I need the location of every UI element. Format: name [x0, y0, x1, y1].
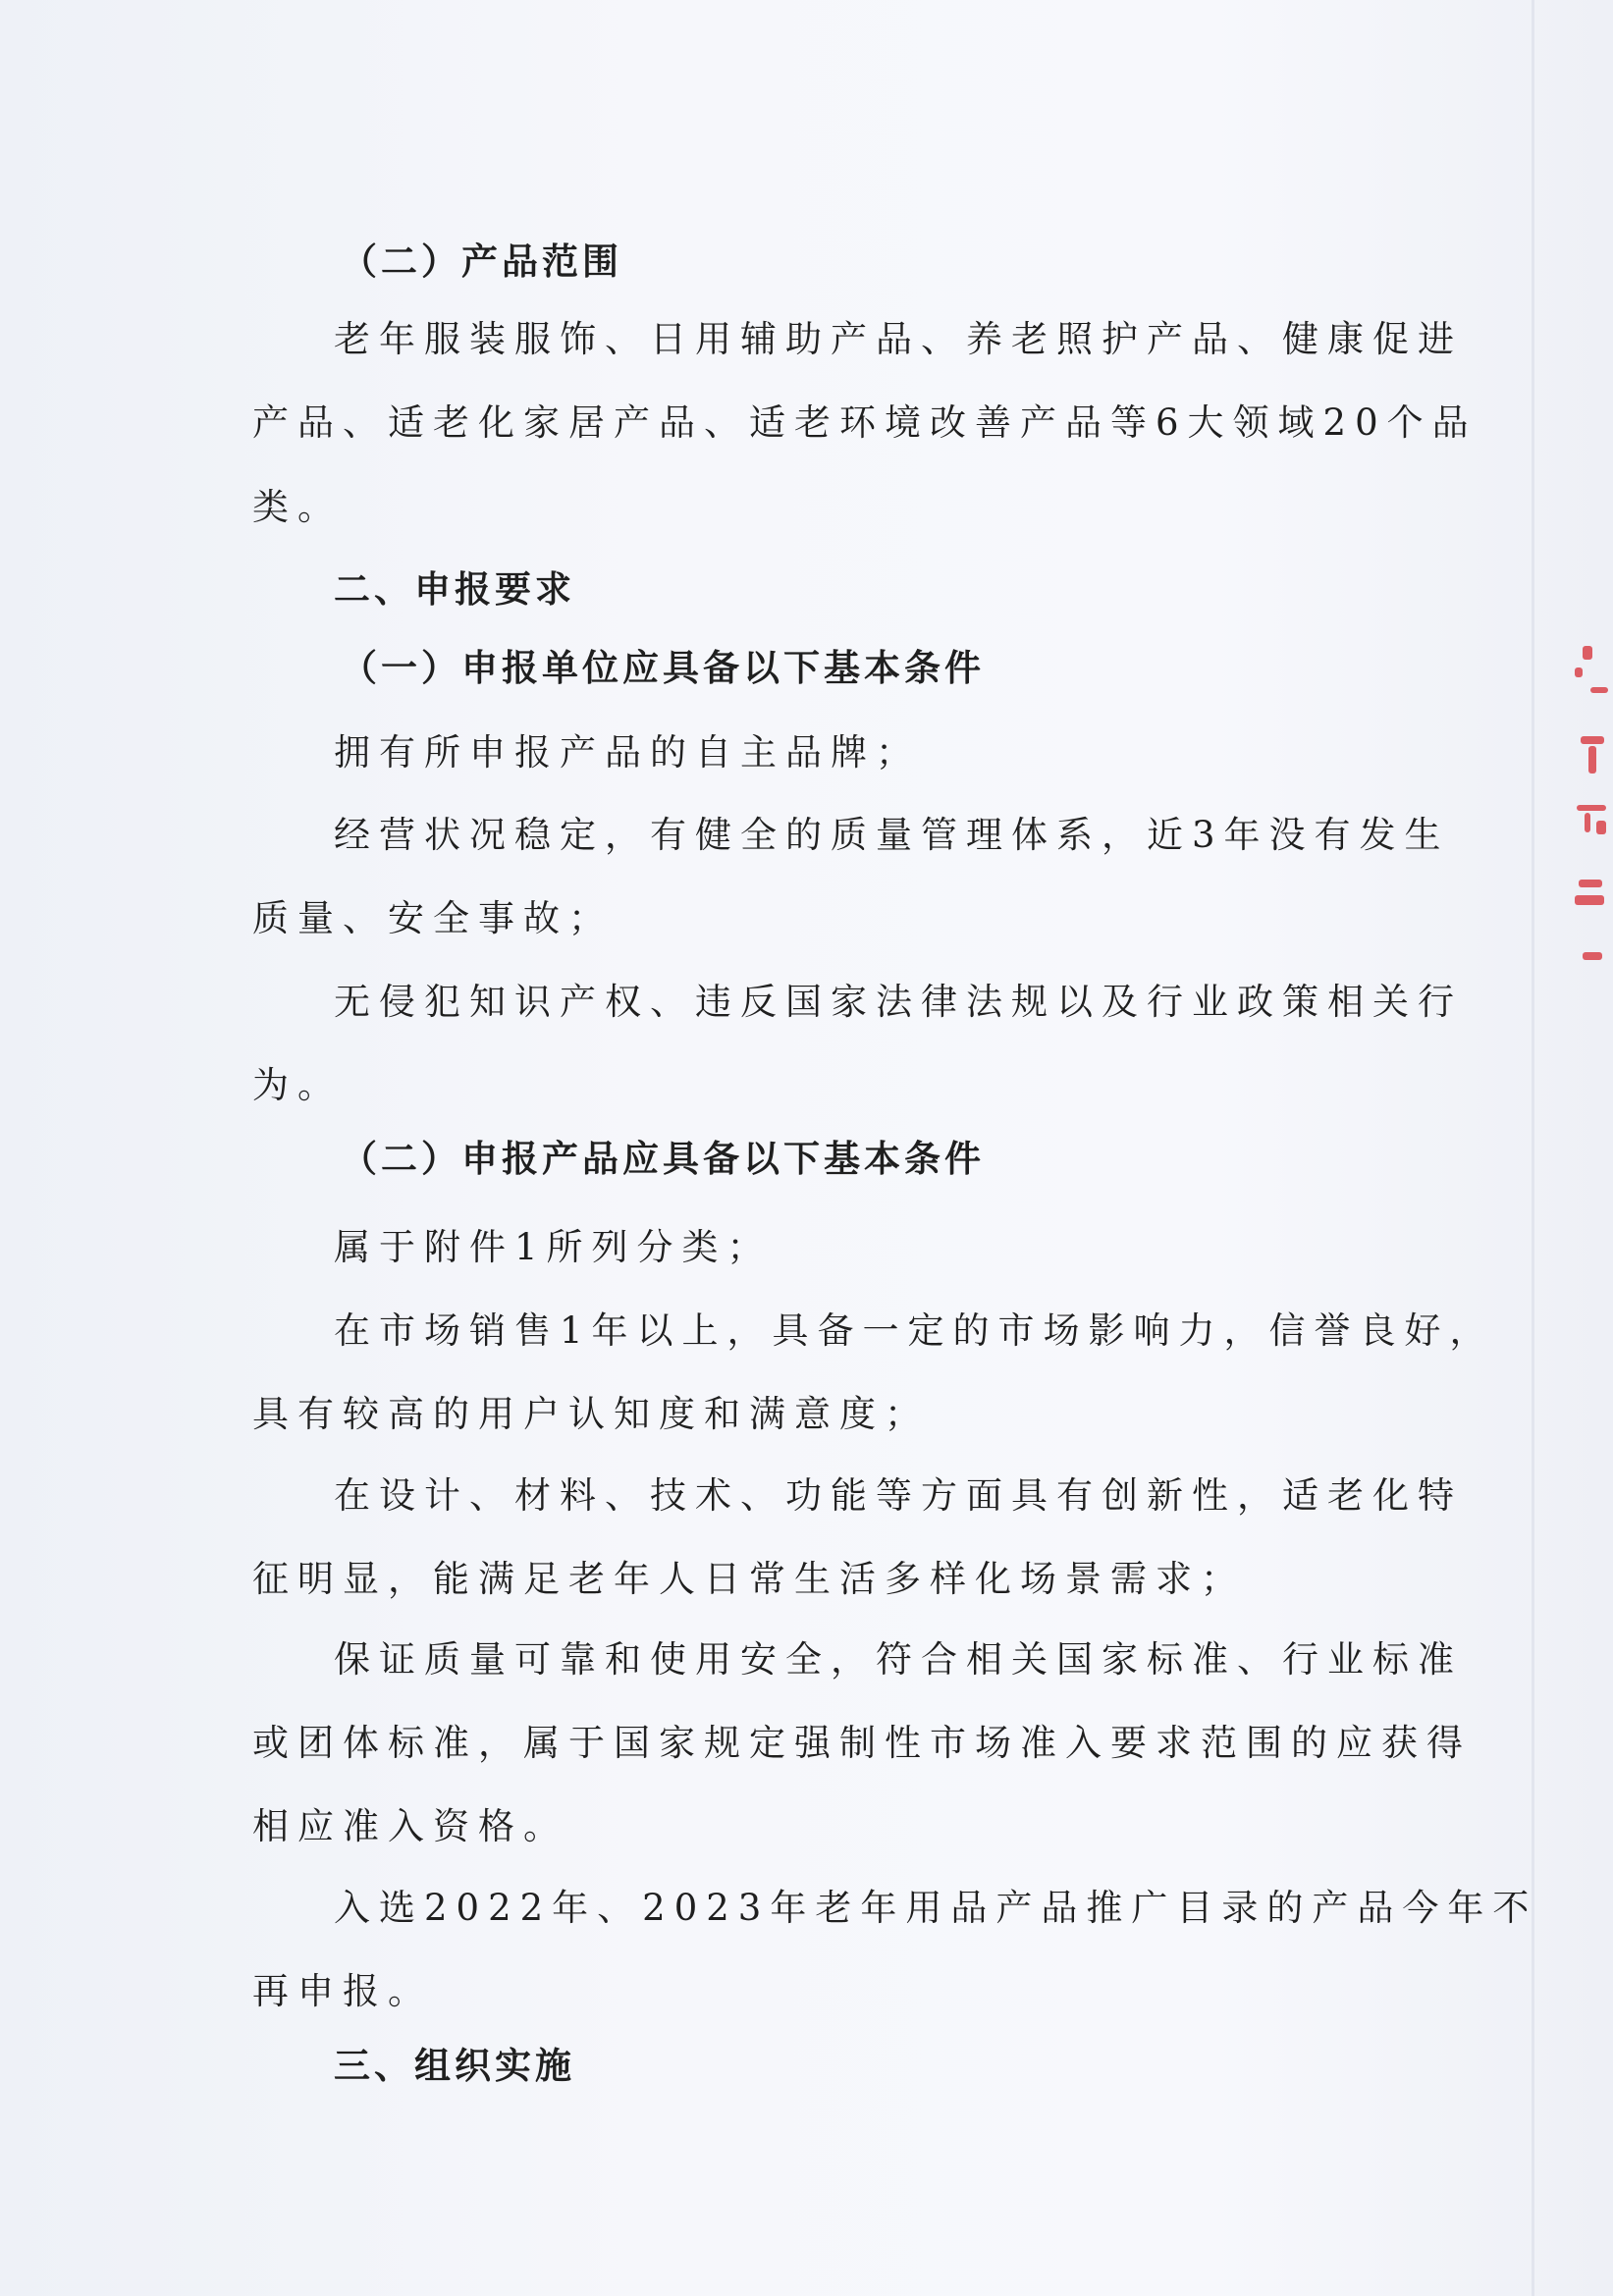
paragraph-applicant-condition-2-line-2: 质量、安全事故； [252, 897, 614, 939]
paragraph-applicant-condition-2-line-1: 经营状况稳定，有健全的质量管理体系，近3年没有发生 [334, 814, 1450, 856]
heading-application-requirements: 二、申报要求 [334, 568, 575, 611]
paragraph-product-scope-line-3: 类。 [252, 486, 343, 528]
page-fold-edge [1532, 0, 1534, 2296]
paragraph-product-condition-5-line-2: 再申报。 [252, 1970, 433, 2012]
heading-organization-implementation: 三、组织实施 [334, 2045, 575, 2087]
heading-applicant-conditions: （一）申报单位应具备以下基本条件 [341, 647, 985, 689]
paragraph-product-condition-2-line-2: 具有较高的用户认知度和满意度； [252, 1393, 930, 1435]
paragraph-applicant-condition-1: 拥有所申报产品的自主品牌； [334, 731, 921, 774]
heading-product-conditions: （二）申报产品应具备以下基本条件 [341, 1138, 985, 1180]
paragraph-product-scope-line-1: 老年服装服饰、日用辅助产品、养老照护产品、健康促进 [334, 318, 1463, 360]
paragraph-product-condition-3-line-2: 征明显，能满足老年人日常生活多样化场景需求； [252, 1558, 1246, 1600]
paragraph-product-condition-4-line-3: 相应准入资格。 [252, 1805, 568, 1847]
paragraph-applicant-condition-3-line-1: 无侵犯知识产权、违反国家法律法规以及行业政策相关行 [334, 981, 1463, 1023]
paragraph-product-condition-4-line-2: 或团体标准，属于国家规定强制性市场准入要求范围的应获得 [252, 1722, 1472, 1764]
paragraph-product-condition-5-line-1: 入选2022年、2023年老年用品产品推广目录的产品今年不 [334, 1887, 1538, 1929]
heading-product-scope: （二）产品范围 [341, 240, 622, 283]
document-body [252, 0, 1538, 2296]
official-seal-fragment [1569, 628, 1613, 1001]
paragraph-product-scope-line-2: 产品、适老化家居产品、适老环境改善产品等6大领域20个品 [252, 401, 1478, 444]
paragraph-product-condition-2-line-1: 在市场销售1年以上，具备一定的市场影响力，信誉良好， [334, 1309, 1495, 1352]
paragraph-product-condition-3-line-1: 在设计、材料、技术、功能等方面具有创新性，适老化特 [334, 1474, 1463, 1517]
paragraph-product-condition-4-line-1: 保证质量可靠和使用安全，符合相关国家标准、行业标准 [334, 1638, 1463, 1681]
paragraph-applicant-condition-3-line-2: 为。 [252, 1064, 343, 1106]
paragraph-product-condition-1: 属于附件1所列分类； [334, 1226, 773, 1268]
